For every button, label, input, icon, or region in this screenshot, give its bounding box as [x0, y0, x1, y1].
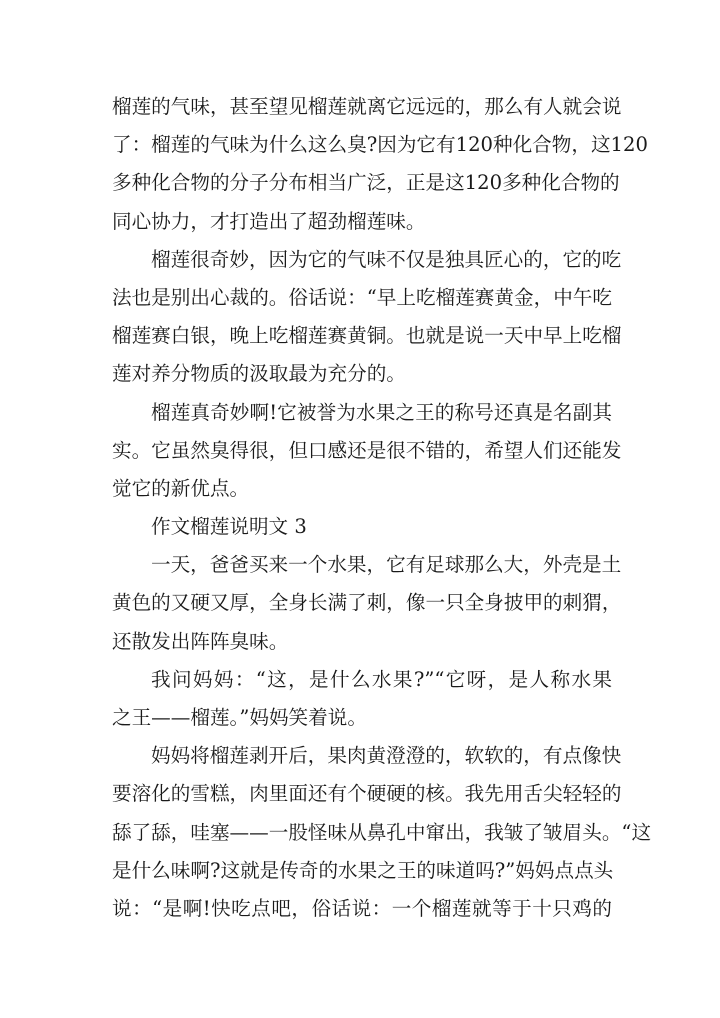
text-line: 榴莲的气味，甚至望见榴莲就离它远远的，那么有人就会说 [112, 95, 622, 118]
text-line: 之王——榴莲。”妈妈笑着说。 [112, 706, 367, 729]
document-body [112, 88, 652, 928]
paragraph-first-line: 榴莲很奇妙，因为它的气味不仅是独具匠心的，它的吃 [151, 247, 622, 271]
paragraph-first-line: 妈妈将榴莲剥开后，果肉黄澄澄的，软软的，有点像快 [151, 744, 622, 768]
text-line: 法也是别出心裁的。俗话说：“早上吃榴莲赛黄金，中午吃 [112, 285, 612, 309]
text-line: 说：“是啊!快吃点吧，俗话说：一个榴莲就等于十只鸡的 [112, 896, 612, 920]
paragraph-first-line: 我问妈妈：“这，是什么水果?”“它呀，是人称水果 [151, 667, 612, 691]
text-line: 莲对养分物质的汲取最为充分的。 [112, 362, 406, 386]
text-line: 黄色的又硬又厚，全身长满了刺，像一只全身披甲的刺猬， [112, 591, 622, 615]
text-line: 舔了舔，哇塞——一股怪味从鼻孔中窜出，我皱了皱眉头。“这 [112, 820, 652, 844]
text-line: 同心协力，才打造出了超劲榴莲味。 [112, 209, 426, 233]
text-line: 还散发出阵阵臭味。 [112, 629, 289, 653]
text-line: 觉它的新优点。 [112, 476, 250, 500]
text-line: 实。它虽然臭得很，但口感还是很不错的，希望人们还能发 [112, 438, 622, 462]
paragraph-first-line: 一天，爸爸买来一个水果，它有足球那么大，外壳是土 [151, 553, 622, 577]
text-line: 是什么味啊?这就是传奇的水果之王的味道吗?”妈妈点点头 [112, 858, 614, 882]
text-line: 了：榴莲的气味为什么这么臭?因为它有120种化合物，这120 [112, 133, 648, 157]
text-line: 榴莲赛白银，晚上吃榴莲赛黄铜。也就是说一天中早上吃榴 [112, 324, 622, 348]
section-heading: 作文榴莲说明文 3 [151, 515, 307, 539]
paragraph-first-line: 榴莲真奇妙啊!它被誉为水果之王的称号还真是名副其 [151, 400, 612, 424]
text-line: 多种化合物的分子分布相当广泛，正是这120多种化合物的 [112, 171, 620, 195]
text-line: 要溶化的雪糕，肉里面还有个硬硬的核。我先用舌尖轻轻的 [112, 782, 622, 806]
